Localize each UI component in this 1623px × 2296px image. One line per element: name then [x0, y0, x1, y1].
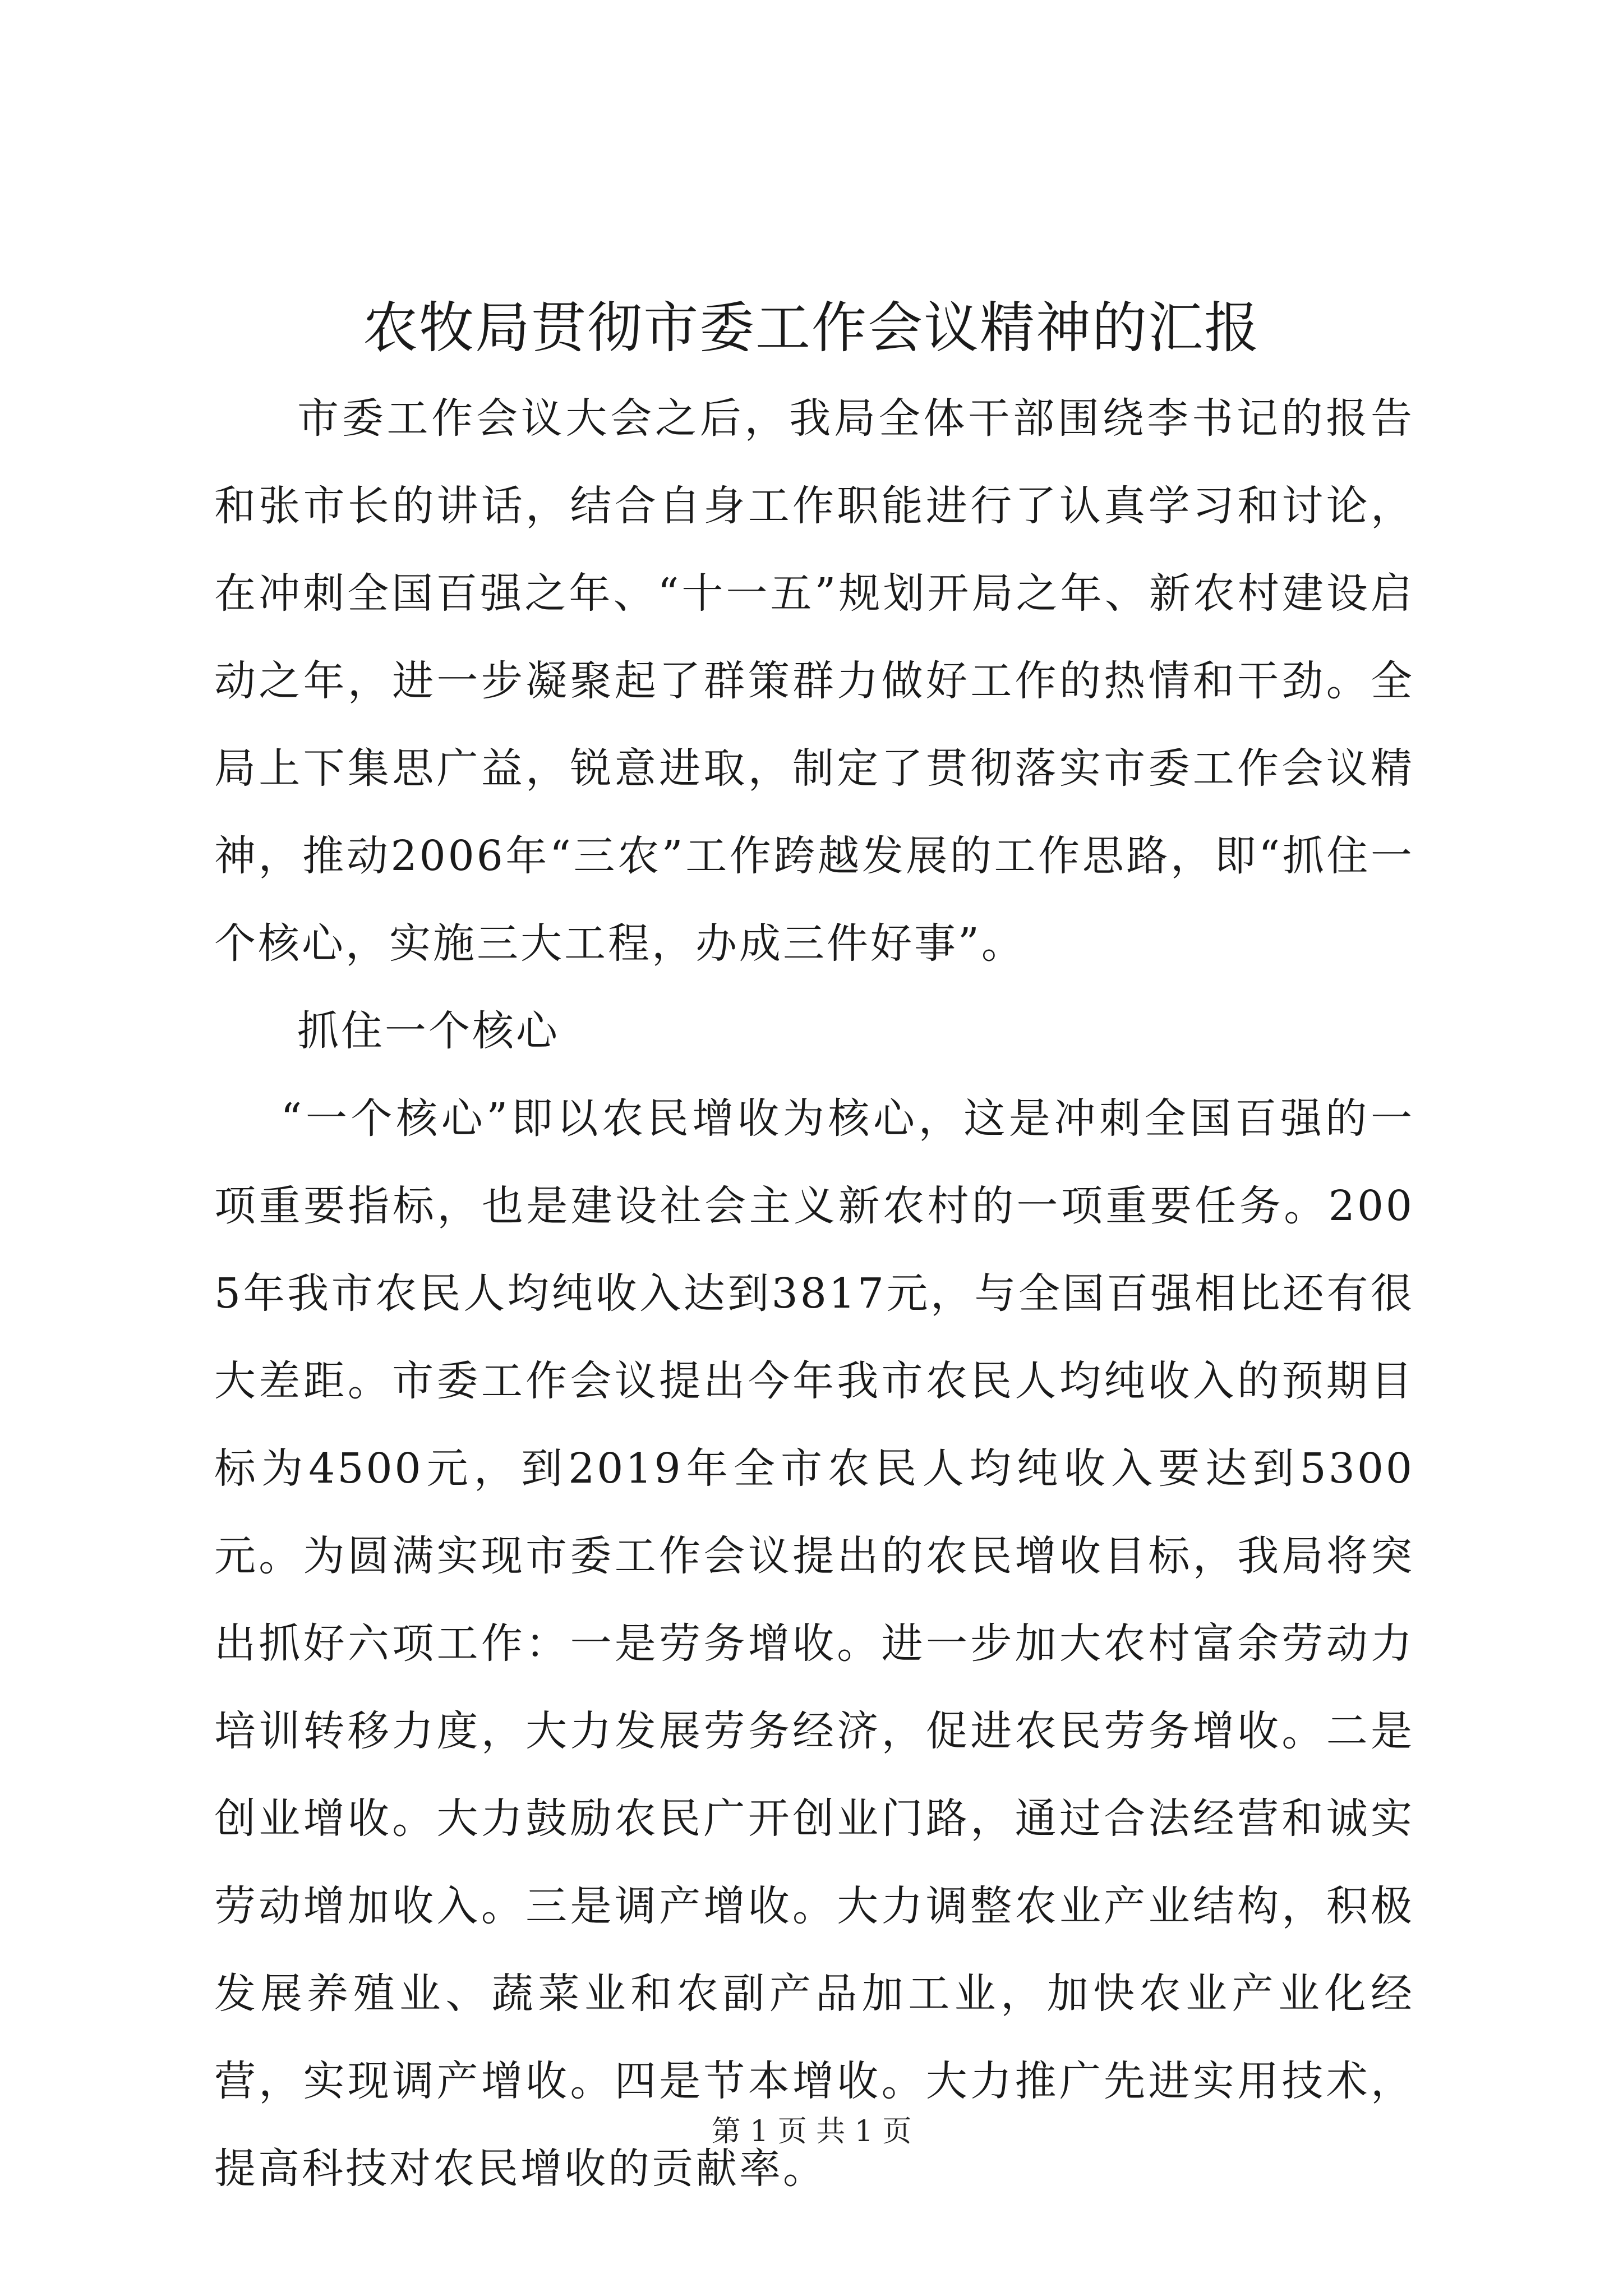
- section-heading-core: 抓住一个核心: [297, 1007, 560, 1055]
- document-body: [214, 375, 1414, 2212]
- document-title: 农牧局贯彻市委工作会议精神的汇报: [362, 296, 1260, 360]
- paragraph-intro: 市委工作会议大会之后，我局全体干部围绕李书记的报告和张市长的讲话，结合自身工作职能进行了认真学习和讨论，在冲刺全国百强之年、“十一五”规划开局之年、新农村建设启动之年，进一步凝聚起了群策群力做好工作的热情和干劲。全局上下集思广益，锐意进取，制定了贯彻落实市委工作会议精神，推动2006年“三农”工作跨越发展的工作思路，即“抓住一个核心，实施三大工程，办成三件好事”。: [214, 394, 1414, 968]
- paragraph-core-detail: “一个核心”即以农民增收为核心，这是冲刺全国百强的一项重要指标，也是建设社会主义新农村的一项重要任务。2005年我市农民人均纯收入达到3817元，与全国百强相比还有很大差距。市委工作会议提出今年我市农民人均纯收入的预期目标为4500元，到2019年全市农民人均纯收入要达到5300元。为圆满实现市委工作会议提出的农民增收目标，我局将突出抓好六项工作：一是劳务增收。进一步加大农村富余劳动力培训转移力度，大力发展劳务经济，促进农民劳务增收。二是创业增收。大力鼓励农民广开创业门路，通过合法经营和诚实劳动增加收入。三是调产增收。大力调整农业产业结构，积极发展养殖业、蔬菜业和农副产品加工业，加快农业产业化经营，实现调产增收。四是节本增收。大力推广先进实用技术，提高科技对农民增收的贡献率。: [214, 1094, 1414, 2193]
- page-number-footer: 第 1 页 共 1 页: [711, 2115, 912, 2148]
